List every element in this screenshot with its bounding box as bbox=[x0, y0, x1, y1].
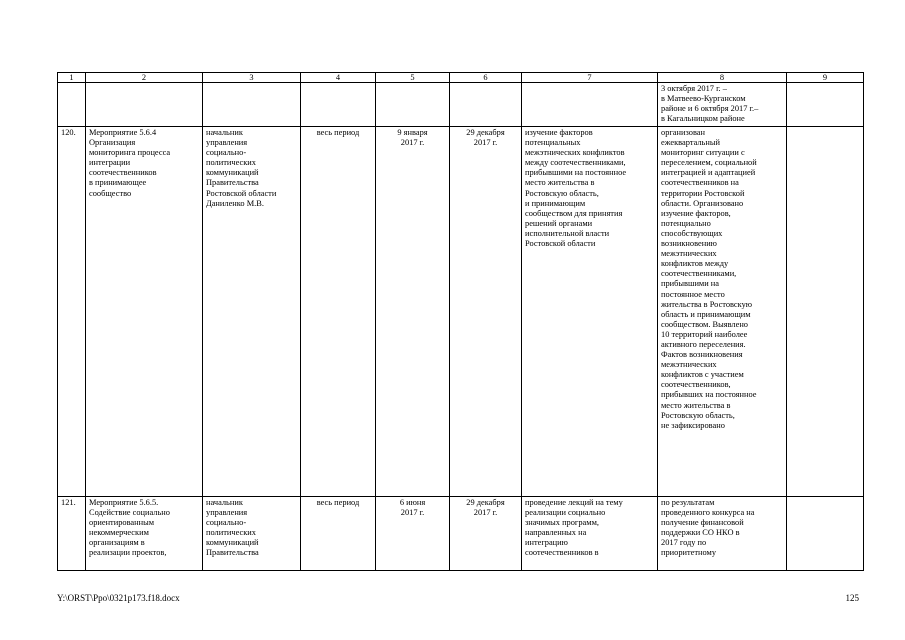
row-number bbox=[58, 83, 86, 127]
responsible-cell: начальник управления социально- политических коммуникаций Правительства Ростовской области Даниленко М.В. bbox=[203, 127, 301, 497]
header-cell: 8 bbox=[658, 73, 787, 83]
event-cell: Мероприятие 5.6.5. Содействие социально ориентированным некоммерческим организациям в реализации проектов, bbox=[86, 497, 203, 571]
row-number: 120. bbox=[58, 127, 86, 497]
header-cell: 6 bbox=[450, 73, 522, 83]
header-cell: 1 bbox=[58, 73, 86, 83]
table-row bbox=[58, 497, 864, 571]
event-cell bbox=[86, 83, 203, 127]
end-date-cell: 29 декабря 2017 г. bbox=[450, 127, 522, 497]
period-cell bbox=[301, 83, 376, 127]
start-date-cell bbox=[376, 83, 450, 127]
header-cell: 9 bbox=[787, 73, 864, 83]
period-cell: весь период bbox=[301, 497, 376, 571]
report-table bbox=[57, 72, 864, 571]
header-cell: 5 bbox=[376, 73, 450, 83]
end-date-cell: 29 декабря 2017 г. bbox=[450, 497, 522, 571]
header-cell: 4 bbox=[301, 73, 376, 83]
note-cell bbox=[787, 83, 864, 127]
note-cell bbox=[787, 127, 864, 497]
note-cell bbox=[787, 497, 864, 571]
file-path: Y:\ORST\Ppo\0321p173.f18.docx bbox=[57, 593, 180, 603]
expected-result-cell: проведение лекций на тему реализации социально значимых программ, направленных на интеграцию соотечественников в bbox=[522, 497, 658, 571]
expected-result-cell: изучение факторов потенциальных межэтнических конфликтов между соотечественниками, прибывшими на постоянное место жительства в Ростовскую область, и принимающим сообществом для принятия решений органами исполнительной власти Ростовской области bbox=[522, 127, 658, 497]
expected-result-cell bbox=[522, 83, 658, 127]
table-row bbox=[58, 83, 864, 127]
actual-result-cell: организован ежеквартальный мониторинг ситуации с переселением, социальной интеграцией и адаптацией соотечественников на территории Ростовской области. Организовано изучение факторов, потенциально способствующих возникновению межэтнических конфликтов между соотечественниками, прибывшими на постоянное место жительства в Ростовскую область и принимающим сообществом. Выявлено 10 территорий наиболее активного переселения. Фактов возникновения межэтнических конфликтов с участием соотечественников, прибывших на постоянное место жительства в Ростовскую область, не зафиксировано bbox=[658, 127, 787, 497]
start-date-cell: 9 января 2017 г. bbox=[376, 127, 450, 497]
end-date-cell bbox=[450, 83, 522, 127]
table-header-row bbox=[58, 73, 864, 83]
responsible-cell bbox=[203, 83, 301, 127]
responsible-cell: начальник управления социально- политических коммуникаций Правительства bbox=[203, 497, 301, 571]
header-cell: 7 bbox=[522, 73, 658, 83]
page-number: 125 bbox=[845, 593, 859, 603]
row-number: 121. bbox=[58, 497, 86, 571]
table-row bbox=[58, 127, 864, 497]
period-cell: весь период bbox=[301, 127, 376, 497]
start-date-cell: 6 июня 2017 г. bbox=[376, 497, 450, 571]
actual-result-cell: по результатам проведенного конкурса на получение финансовой поддержки СО НКО в 2017 году по приоритетному bbox=[658, 497, 787, 571]
header-cell: 3 bbox=[203, 73, 301, 83]
event-cell: Мероприятие 5.6.4 Организация мониторинга процесса интеграции соотечественников в принимающее сообщество bbox=[86, 127, 203, 497]
actual-result-cell: 3 октября 2017 г. – в Матвеево-Курганском районе и 6 октября 2017 г.– в Кагальницком районе bbox=[658, 83, 787, 127]
header-cell: 2 bbox=[86, 73, 203, 83]
